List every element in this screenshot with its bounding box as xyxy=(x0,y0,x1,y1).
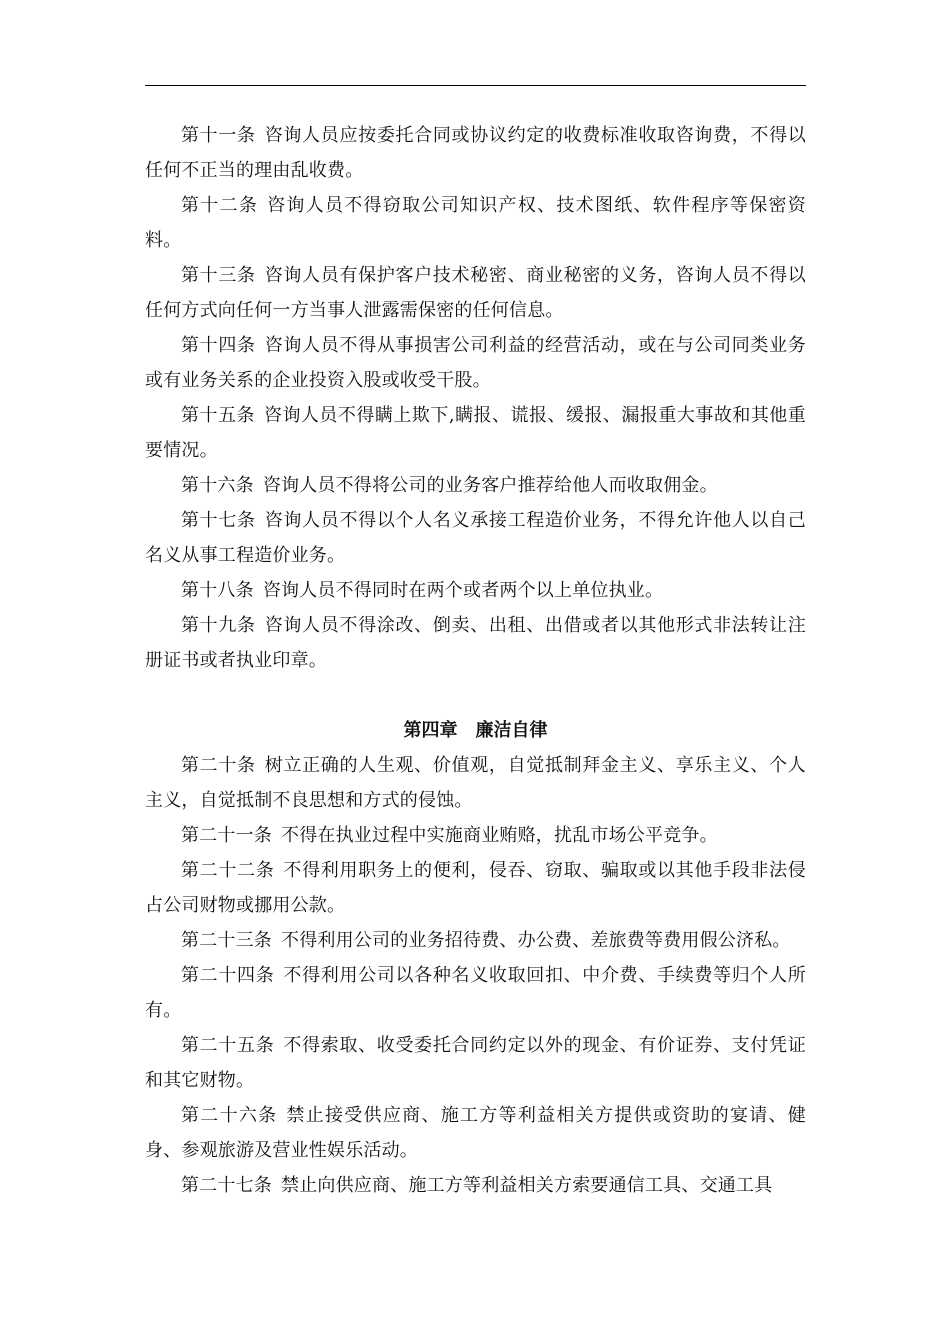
article-text: 咨询人员不得同时在两个或者两个以上单位执业。 xyxy=(262,580,664,601)
article-number: 第十一条 xyxy=(181,125,256,146)
article-number: 第二十二条 xyxy=(181,860,275,881)
article-number: 第二十四条 xyxy=(181,965,275,986)
article-text: 咨询人员有保护客户技术秘密、商业秘密的义务，咨询人员不得以任何方式向任何一方当事人泄露需保密的任何信息。 xyxy=(145,265,806,321)
article xyxy=(145,1028,806,1098)
article-text: 不得在执业过程中实施商业贿赂，扰乱市场公平竞争。 xyxy=(281,825,718,846)
article xyxy=(145,468,806,503)
article xyxy=(145,328,806,398)
article-text: 禁止接受供应商、施工方等利益相关方提供或资助的宴请、健身、参观旅游及营业性娱乐活动。 xyxy=(145,1105,806,1161)
article xyxy=(145,118,806,188)
chapter-heading xyxy=(145,713,806,748)
article-text: 咨询人员不得将公司的业务客户推荐给他人而收取佣金。 xyxy=(262,475,718,496)
article-number: 第二十条 xyxy=(181,755,256,776)
article xyxy=(145,818,806,853)
article xyxy=(145,853,806,923)
article-text: 咨询人员应按委托合同或协议约定的收费标准收取咨询费，不得以任何不正当的理由乱收费。 xyxy=(145,125,806,181)
article-text: 禁止向供应商、施工方等利益相关方索要通信工具、交通工具 xyxy=(281,1175,773,1196)
article-number: 第十七条 xyxy=(181,510,256,531)
article xyxy=(145,188,806,258)
article-number: 第二十一条 xyxy=(181,825,272,846)
article-text: 咨询人员不得涂改、倒卖、出租、出借或者以其他形式非法转让注册证书或者执业印章。 xyxy=(145,615,806,671)
article-text: 不得利用职务上的便利，侵吞、窃取、骗取或以其他手段非法侵占公司财物或挪用公款。 xyxy=(145,860,806,916)
article xyxy=(145,503,806,573)
section-gap xyxy=(145,678,806,713)
article-number: 第十四条 xyxy=(181,335,256,356)
article-number: 第二十三条 xyxy=(181,930,272,951)
article xyxy=(145,748,806,818)
article xyxy=(145,608,806,678)
article-number: 第十六条 xyxy=(181,475,254,496)
header-rule xyxy=(145,85,806,86)
article-text: 不得利用公司以各种名义收取回扣、中介费、手续费等归个人所有。 xyxy=(145,965,806,1021)
article-number: 第十八条 xyxy=(181,580,254,601)
chapter-name: 廉洁自律 xyxy=(475,720,548,741)
article-text: 咨询人员不得瞒上欺下,瞒报、谎报、缓报、漏报重大事故和其他重要情况。 xyxy=(145,405,806,461)
article xyxy=(145,1098,806,1168)
article-number: 第二十五条 xyxy=(181,1035,275,1056)
article-number: 第十九条 xyxy=(181,615,256,636)
article xyxy=(145,923,806,958)
chapter-number: 第四章 xyxy=(403,720,458,741)
article-text: 不得利用公司的业务招待费、办公费、差旅费等费用假公济私。 xyxy=(281,930,791,951)
article xyxy=(145,258,806,328)
article-number: 第十三条 xyxy=(181,265,256,286)
article xyxy=(145,573,806,608)
article-number: 第二十七条 xyxy=(181,1175,272,1196)
article-number: 第十二条 xyxy=(181,195,259,216)
document-body xyxy=(145,118,806,1203)
article-text: 树立正确的人生观、价值观，自觉抵制拜金主义、享乐主义、个人主义，自觉抵制不良思想和方式的侵蚀。 xyxy=(145,755,806,811)
article xyxy=(145,398,806,468)
article-number: 第十五条 xyxy=(181,405,255,426)
article-text: 咨询人员不得从事损害公司利益的经营活动，或在与公司同类业务或有业务关系的企业投资入股或收受干股。 xyxy=(145,335,806,391)
article-text: 咨询人员不得以个人名义承接工程造价业务，不得允许他人以自己名义从事工程造价业务。 xyxy=(145,510,806,566)
article xyxy=(145,958,806,1028)
article-number: 第二十六条 xyxy=(181,1105,278,1126)
article-text: 咨询人员不得窃取公司知识产权、技术图纸、软件程序等保密资料。 xyxy=(145,195,806,251)
article-text: 不得索取、收受委托合同约定以外的现金、有价证券、支付凭证和其它财物。 xyxy=(145,1035,806,1091)
article xyxy=(145,1168,806,1203)
